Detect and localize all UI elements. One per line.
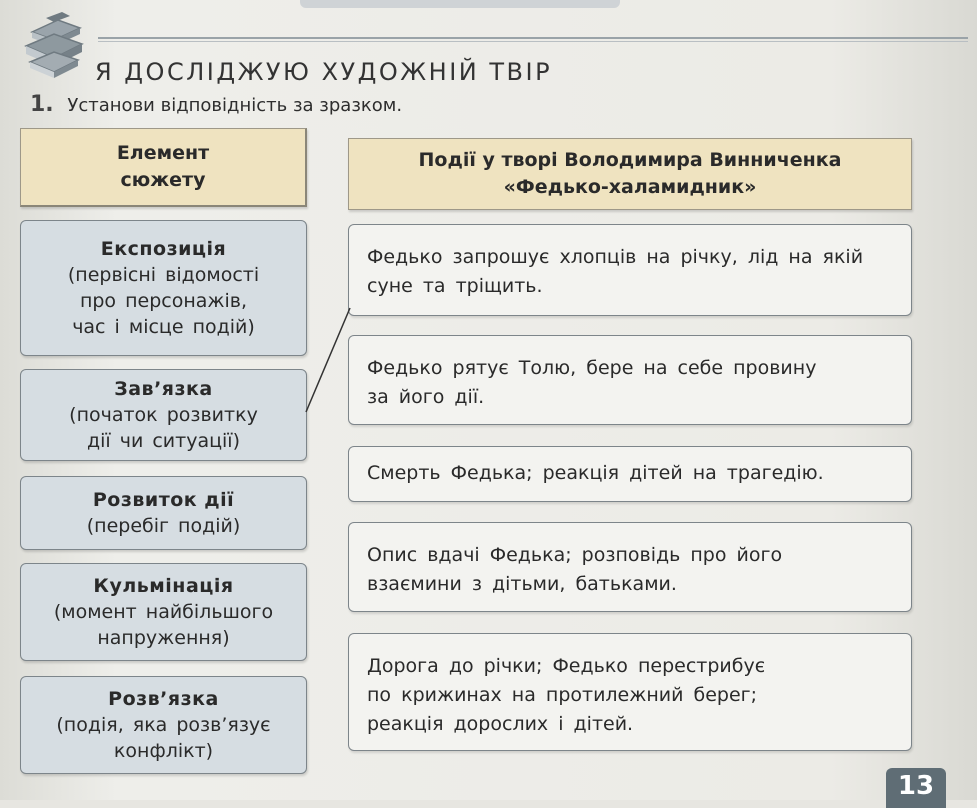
- element-desc-line: (перебіг подій): [86, 515, 241, 537]
- page-number: 13: [886, 768, 946, 808]
- element-desc-line: (момент найбільшого: [53, 601, 274, 623]
- element-desc-line: час і місце подій): [72, 316, 255, 338]
- event-line: Дорога до річки; Федько перестрибує: [367, 655, 766, 677]
- column-header-right-line1: Події у творі Володимира Винниченка: [418, 149, 842, 171]
- event-line: по крижинах на протилежний берег;: [367, 684, 758, 706]
- event-line: Федько рятує Толю, бере на себе провину: [367, 357, 817, 379]
- element-desc-line: дії чи ситуації): [87, 430, 240, 452]
- event-line: за його дії.: [367, 386, 485, 408]
- column-header-left-line2: сюжету: [120, 169, 206, 191]
- event-box-3[interactable]: [348, 446, 912, 502]
- event-line: взаємини з дітьми, батьками.: [367, 573, 677, 595]
- event-line: суне та тріщить.: [367, 275, 543, 297]
- section-title: Я ДОСЛІДЖУЮ ХУДОЖНІЙ ТВІР: [95, 58, 553, 86]
- event-box-1[interactable]: [348, 224, 912, 316]
- element-desc-line: про персонажів,: [79, 290, 248, 312]
- column-header-events: [348, 138, 912, 210]
- element-name: Розв’язка: [108, 688, 219, 710]
- task-instruction: [30, 92, 402, 117]
- event-box-2[interactable]: [348, 335, 912, 425]
- event-box-5[interactable]: [348, 633, 912, 751]
- element-desc-line: (первісні відомості: [67, 264, 260, 286]
- element-desc-line: (початок розвитку: [69, 404, 258, 426]
- element-name: Кульмінація: [93, 575, 234, 597]
- task-number: 1.: [30, 92, 54, 117]
- column-header-left-line1: Елемент: [116, 142, 210, 164]
- element-name: Зав’язка: [114, 378, 213, 400]
- event-line: Опис вдачі Федька; розповідь про його: [367, 544, 783, 566]
- column-header-right-line2: «Федько-халамидник»: [503, 176, 757, 198]
- header-rule: [98, 37, 968, 39]
- plot-element-resolution[interactable]: [20, 676, 307, 774]
- element-name: Експозиція: [100, 238, 227, 260]
- plot-element-setup[interactable]: [20, 369, 307, 461]
- event-box-4[interactable]: [348, 522, 912, 612]
- header-rule-thin: [98, 41, 968, 42]
- column-header-elements: [20, 128, 307, 207]
- books-stack-icon: [20, 12, 90, 82]
- event-line: Смерть Федька; реакція дітей на трагедію.: [367, 462, 824, 484]
- plot-element-climax[interactable]: [20, 563, 307, 661]
- element-name: Розвиток дії: [92, 489, 235, 511]
- element-desc-line: конфлікт): [113, 740, 214, 762]
- plot-element-exposition[interactable]: [20, 220, 307, 356]
- element-desc-line: (подія, яка розв’язує: [56, 714, 271, 736]
- task-text: Установи відповідність за зразком.: [67, 95, 403, 116]
- top-banner: [300, 0, 620, 8]
- element-desc-line: напруження): [97, 627, 230, 649]
- event-line: Федько запрошує хлопців на річку, лід на якій: [367, 246, 864, 268]
- plot-element-rising-action[interactable]: [20, 476, 307, 550]
- event-line: реакція дорослих і дітей.: [367, 713, 634, 735]
